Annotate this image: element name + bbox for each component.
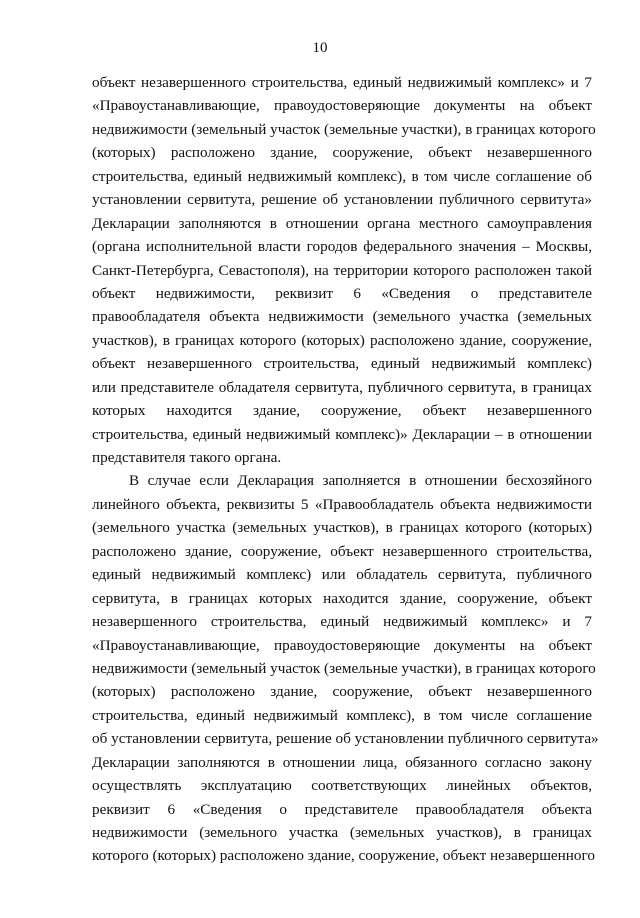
text-line: «Правоустанавливающие, правоудостоверяющие документы на объект bbox=[92, 97, 592, 115]
text-line: участков), в границах которого (которых) расположено здание, сооружение, bbox=[92, 331, 592, 349]
text-line: которого (которых) расположено здание, сооружение, объект незавершенного bbox=[92, 847, 595, 865]
text-line: об установлении сервитута, решение об установлении публичного сервитута» bbox=[92, 730, 599, 748]
body-text bbox=[92, 71, 599, 868]
text-line: сервитута, в границах которых находится здание, сооружение, объект bbox=[92, 589, 592, 607]
text-line: объект незавершенного строительства, единый недвижимый комплекс» и 7 bbox=[92, 74, 592, 91]
text-line: Декларации заполняются в отношении лица, обязанного согласно закону bbox=[92, 753, 592, 771]
text-line: строительства, единый недвижимый комплекс), в том числе соглашение bbox=[92, 706, 592, 724]
text-line: расположено здание, сооружение, объект незавершенного строительства, bbox=[92, 542, 592, 560]
text-line: строительства, единый недвижимый комплекс)» Декларации – в отношении bbox=[92, 425, 592, 443]
text-line: правообладателя объекта недвижимости (земельного участка (земельных bbox=[92, 308, 592, 326]
text-line: незавершенного строительства, единый недвижимый комплекс» и 7 bbox=[92, 613, 592, 631]
text-line: (которых) расположено здание, сооружение, объект незавершенного bbox=[92, 144, 592, 162]
text-line: В случае если Декларация заполняется в отношении бесхозяйного bbox=[129, 472, 592, 490]
paragraph bbox=[92, 469, 599, 867]
text-line: (органа исполнительной власти городов федерального значения – Москвы, bbox=[92, 238, 592, 256]
text-line: единый недвижимый комплекс) или обладатель сервитута, публичного bbox=[92, 566, 592, 584]
text-line: представителя такого органа. bbox=[92, 449, 282, 466]
text-line: Санкт-Петербурга, Севастополя), на территории которого расположен такой bbox=[92, 261, 592, 279]
text-line: осуществлять эксплуатацию соответствующих линейных объектов, bbox=[92, 777, 592, 795]
text-line: недвижимости (земельный участок (земельные участки), в границах которого bbox=[92, 659, 596, 677]
text-line: объект незавершенного строительства, единый недвижимый комплекс) bbox=[92, 355, 592, 373]
page-number: 10 bbox=[312, 40, 328, 56]
paragraph bbox=[92, 71, 596, 469]
text-line: недвижимости (земельного участка (земельных участков), в границах bbox=[92, 824, 592, 841]
text-line: реквизит 6 «Сведения о представителе правообладателя объекта bbox=[92, 800, 592, 818]
text-line: линейного объекта, реквизиты 5 «Правообладатель объекта недвижимости bbox=[92, 495, 592, 513]
text-line: строительства, единый недвижимый комплекс), в том числе соглашение об bbox=[92, 167, 592, 185]
text-line: (земельного участка (земельных участков), в границах которого (которых) bbox=[92, 519, 592, 537]
text-line: или представителе обладателя сервитута, публичного сервитута, в границах bbox=[92, 378, 592, 396]
text-line: Декларации заполняются в отношении органа местного самоуправления bbox=[92, 214, 592, 232]
text-line: недвижимости (земельный участок (земельные участки), в границах которого bbox=[92, 120, 596, 138]
text-line: (которых) расположено здание, сооружение, объект незавершенного bbox=[92, 683, 592, 701]
text-line: «Правоустанавливающие, правоудостоверяющие документы на объект bbox=[92, 636, 592, 654]
text-line: объект недвижимости, реквизит 6 «Сведения о представителе bbox=[92, 284, 592, 302]
text-line: которых находится здание, сооружение, объект незавершенного bbox=[92, 402, 592, 420]
text-line: установлении сервитута, решение об установлении публичного сервитута» bbox=[92, 191, 592, 209]
